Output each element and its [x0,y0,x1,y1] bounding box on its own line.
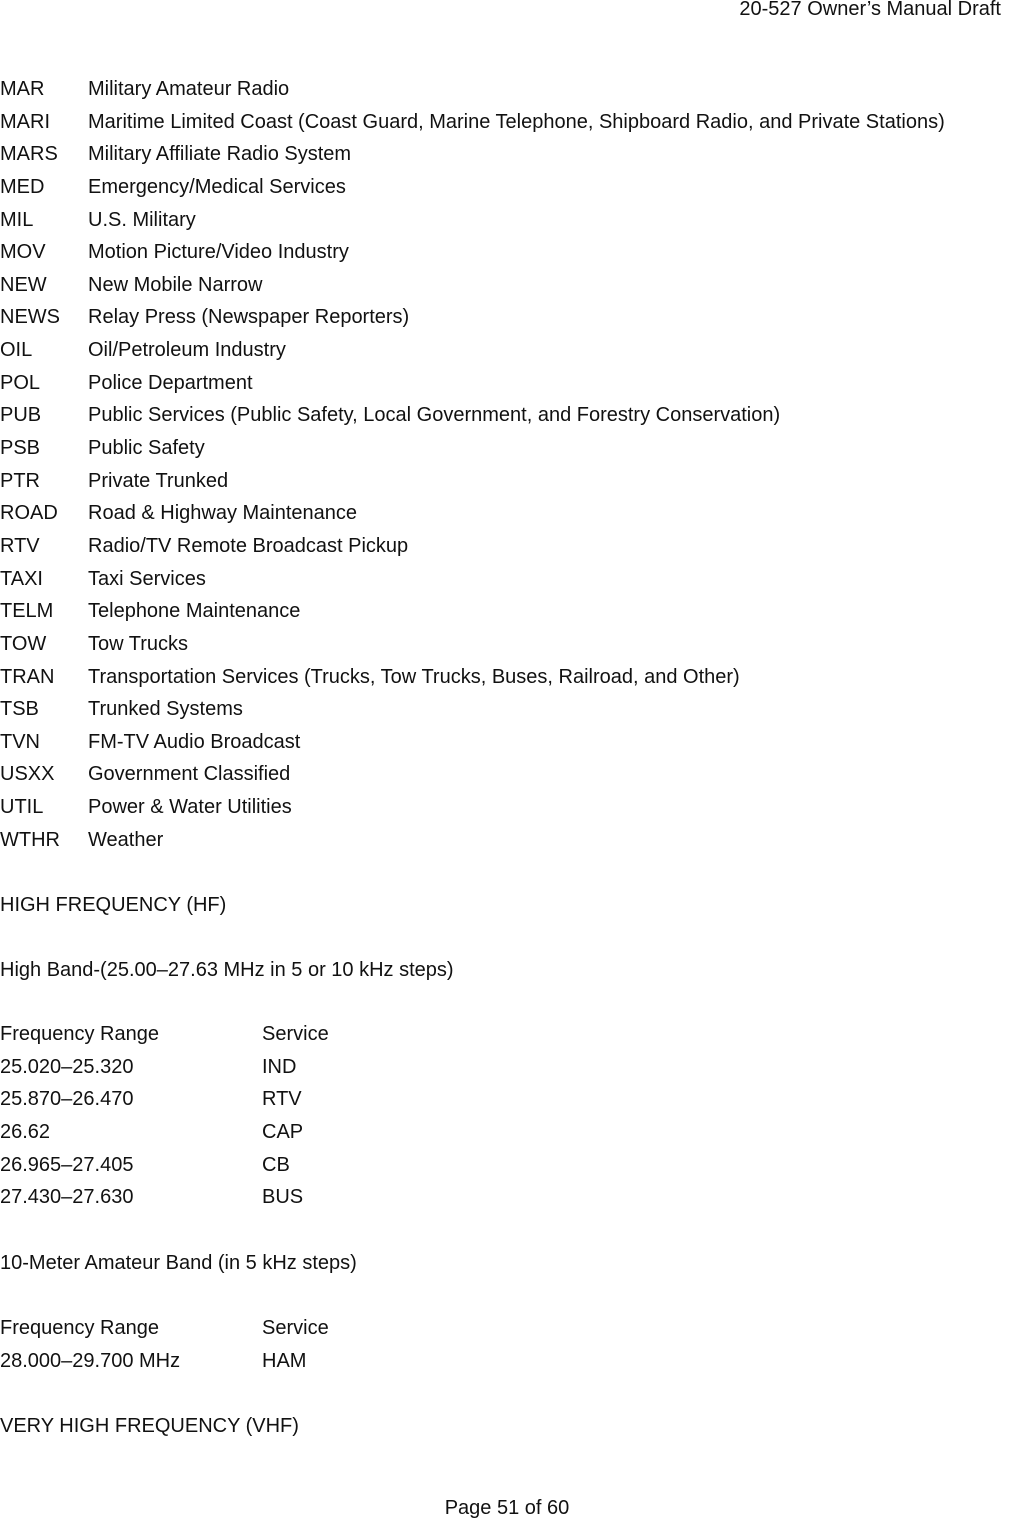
abbreviation-description: U.S. Military [88,208,196,231]
list-item [0,563,945,596]
table-row [0,1051,329,1084]
service-cell: CAP [262,1120,304,1143]
table-row [0,1116,329,1149]
abbreviation-description: Weather [88,828,164,851]
abbreviation-code: MOV [0,241,46,264]
abbreviation-description: Public Services (Public Safety, Local Government, and Forestry Conservation) [88,404,781,427]
abbreviation-description: Motion Picture/Video Industry [88,241,349,264]
list-item [0,301,945,334]
abbreviation-description: Trunked Systems [88,698,243,721]
abbreviation-code: NEWS [0,306,60,329]
list-item [0,334,945,367]
abbreviation-code: TAXI [0,567,43,590]
list-item [0,661,945,694]
list-item [0,367,945,400]
abbreviation-description: Public Safety [88,437,205,460]
list-item [0,236,945,269]
list-item [0,171,945,204]
abbreviation-code: MIL [0,208,34,231]
page-number: Page 51 of 60 [444,1497,570,1519]
vhf-section-heading: VERY HIGH FREQUENCY (VHF) [0,1415,299,1437]
abbreviation-code: OIL [0,339,33,362]
abbreviation-code: POL [0,371,41,394]
list-item [0,726,945,759]
abbreviation-description: Relay Press (Newspaper Reporters) [88,306,410,329]
list-item [0,73,945,106]
abbreviation-description: Power & Water Utilities [88,796,292,819]
column-header-frequency-range: Frequency Range [0,1023,159,1045]
ten-meter-band-table [0,1312,329,1377]
service-cell: CB [262,1153,290,1176]
list-item [0,791,945,824]
abbreviation-code: RTV [0,534,40,557]
abbreviation-description: FM-TV Audio Broadcast [88,730,301,753]
table-header-row [0,1018,329,1051]
column-header-service: Service [262,1317,329,1339]
list-item [0,432,945,465]
abbreviation-description: Taxi Services [88,567,206,590]
abbreviation-list [0,73,945,856]
abbreviation-description: Telephone Maintenance [88,600,301,623]
abbreviation-description: Emergency/Medical Services [88,175,346,198]
abbreviation-code: USXX [0,763,55,786]
abbreviation-description: Radio/TV Remote Broadcast Pickup [88,534,409,557]
list-item [0,399,945,432]
abbreviation-description: Military Amateur Radio [88,78,290,100]
service-cell: RTV [262,1088,302,1111]
table-row [0,1149,329,1182]
abbreviation-description: Military Affiliate Radio System [88,143,352,166]
abbreviation-code: UTIL [0,796,44,819]
table-row [0,1181,329,1214]
list-item [0,628,945,661]
abbreviation-description: Transportation Services (Trucks, Tow Trucks, Buses, Railroad, and Other) [88,665,740,688]
list-item [0,758,945,791]
service-cell: IND [262,1055,297,1078]
list-item [0,530,945,563]
frequency-range-cell: 26.62 [0,1120,51,1143]
frequency-range-cell: 27.430–27.630 [0,1186,134,1209]
abbreviation-code: TRAN [0,665,55,688]
abbreviation-description: Private Trunked [88,469,229,492]
frequency-range-cell: 25.020–25.320 [0,1055,134,1078]
abbreviation-description: Oil/Petroleum Industry [88,339,286,362]
abbreviation-code: PUB [0,404,42,427]
high-band-table [0,1018,329,1214]
service-cell: HAM [262,1349,307,1372]
service-cell: BUS [262,1186,304,1209]
list-item [0,465,945,498]
list-item [0,106,945,139]
abbreviation-code: WTHR [0,828,60,851]
abbreviation-code: PSB [0,437,41,460]
list-item [0,693,945,726]
list-item [0,595,945,628]
column-header-frequency-range: Frequency Range [0,1317,159,1339]
frequency-range-cell: 28.000–29.700 MHz [0,1349,181,1372]
list-item [0,824,945,857]
table-row [0,1083,329,1116]
document-header: 20-527 Owner’s Manual Draft [739,0,1001,20]
list-item [0,138,945,171]
abbreviation-code: TVN [0,730,40,753]
abbreviation-description: Government Classified [88,763,291,786]
table-header-row [0,1312,329,1345]
abbreviation-description: New Mobile Narrow [88,273,263,296]
frequency-range-cell: 25.870–26.470 [0,1088,134,1111]
abbreviation-code: NEW [0,273,47,296]
hf-section-heading: HIGH FREQUENCY (HF) [0,894,227,916]
abbreviation-code: TELM [0,600,54,623]
table-row [0,1345,329,1378]
abbreviation-code: TSB [0,698,39,721]
abbreviation-description: Police Department [88,371,253,394]
list-item [0,204,945,237]
abbreviation-code: ROAD [0,502,58,525]
abbreviation-code: MARS [0,143,58,166]
abbreviation-description: Tow Trucks [88,632,189,655]
abbreviation-code: PTR [0,469,40,492]
abbreviation-code: MAR [0,78,45,100]
abbreviation-description: Road & Highway Maintenance [88,502,358,525]
abbreviation-code: MED [0,175,45,198]
abbreviation-code: TOW [0,632,47,655]
ten-meter-band-title: 10-Meter Amateur Band (in 5 kHz steps) [0,1252,357,1274]
column-header-service: Service [262,1023,329,1045]
high-band-title: High Band-(25.00–27.63 MHz in 5 or 10 kHz steps) [0,959,454,981]
abbreviation-description: Maritime Limited Coast (Coast Guard, Marine Telephone, Shipboard Radio, and Private Stations) [88,110,945,133]
abbreviation-code: MARI [0,110,50,133]
list-item [0,497,945,530]
frequency-range-cell: 26.965–27.405 [0,1153,134,1176]
list-item [0,269,945,302]
